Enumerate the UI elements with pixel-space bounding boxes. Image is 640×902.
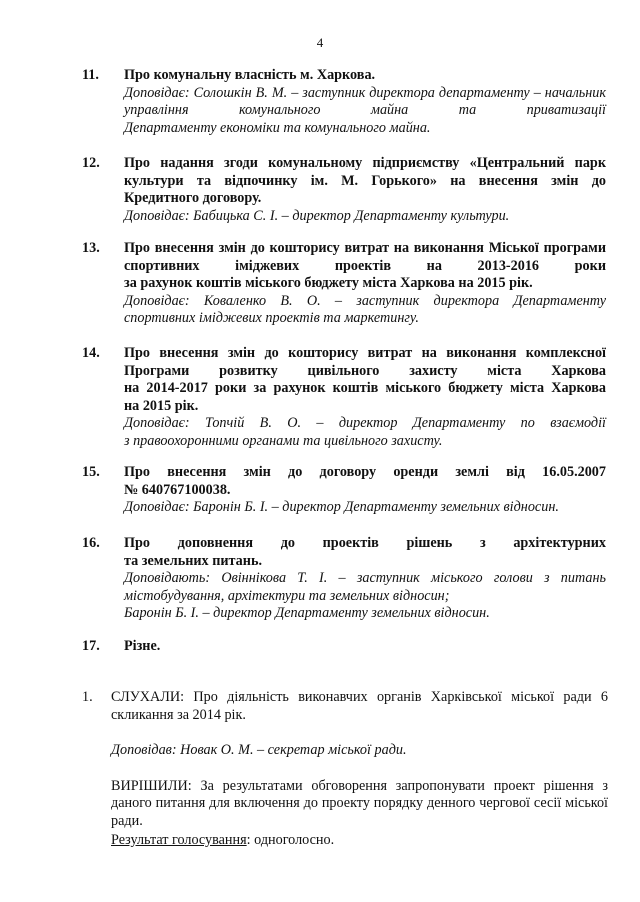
item-number: 13. — [82, 240, 100, 256]
item-title-line: Про внесення змін до кошторису витрат на виконання комплексної — [124, 345, 606, 361]
minutes-item-1 — [82, 689, 608, 850]
item-title-line: № 640767100038. — [124, 481, 231, 498]
item-title-line: Про доповнення до проектів рішень з архітектурних — [124, 535, 606, 551]
item-speaker-line: Доповідають: Овіннікова Т. І. – заступник міського голови з питань — [124, 570, 606, 586]
item-speaker: Доповідає: Бабицька С. І. – директор Департаменту культури. — [124, 207, 510, 224]
decided-paragraph: ВИРІШИЛИ: За результатами обговорення запропонувати проект рішення з даного питання для включення до проекту порядку денного чергової сесії міської ради. — [111, 777, 608, 829]
vote-value: : одноголосно. — [246, 832, 335, 848]
item-title-line: на 2014-2017 роки за рахунок коштів міського бюджету міста Харкова — [124, 380, 606, 396]
vote-label: Результат голосування — [111, 832, 247, 848]
item-speaker-line: спортивних іміджевих проектів та маркетингу. — [124, 310, 419, 326]
agenda-item-16 — [82, 535, 606, 623]
agenda-item-14 — [82, 345, 606, 450]
item-number: 15. — [82, 464, 100, 480]
item-number: 17. — [82, 638, 100, 654]
item-speaker: Доповідає: Баронін Б. І. – директор Департаменту земельних відносин. — [124, 499, 559, 515]
item-title-line: Кредитного договору. — [124, 190, 262, 206]
item-number: 14. — [82, 345, 100, 361]
vote-result — [111, 832, 608, 850]
item-speaker-line: Департаменту економіки та комунального майна. — [124, 119, 431, 136]
item-number: 11. — [82, 67, 99, 83]
agenda-item-13 — [82, 240, 606, 328]
item-title-line: за рахунок коштів міського бюджету міста Харкова на 2015 рік. — [124, 275, 533, 291]
item-title-line: Про внесення змін до договору оренди землі від 16.05.2007 — [124, 464, 606, 480]
heard-paragraph: СЛУХАЛИ: Про діяльність виконавчих органів Харківської міської ради 6 скликання за 2014 рік. — [111, 689, 608, 723]
item-title-line: Про надання згоди комунальному підприємству «Центральний парк культури та відпочинку ім. М. Горького» на внесення змін до — [124, 155, 606, 189]
agenda-item-12 — [82, 155, 606, 225]
item-number: 16. — [82, 535, 100, 551]
item-title: Різне. — [124, 638, 161, 654]
item-speaker-line: містобудування, архітектури та земельних відносин; — [124, 587, 450, 604]
reported-by: Доповідав: Новак О. М. – секретар міської ради. — [111, 742, 407, 758]
page-number: 4 — [316, 35, 324, 50]
item-speaker-line: з правоохоронними органами та цивільного захисту. — [124, 432, 443, 449]
agenda-item-17 — [82, 638, 606, 656]
item-title-line: Програми розвитку цивільного захисту міста Харкова — [124, 362, 606, 379]
item-title-line: Про внесення змін до кошторису витрат на виконання Міської програми спортивних іміджевих проектів на 2013-2016 роки — [124, 240, 606, 274]
item-title: Про комунальну власність м. Харкова. — [124, 67, 376, 83]
item-number: 12. — [82, 155, 100, 171]
agenda-item-15 — [82, 464, 606, 517]
item-title-line: та земельних питань. — [124, 552, 263, 569]
item-speaker-line: Доповідає: Топчій В. О. – директор Департаменту по взаємодії — [124, 415, 606, 431]
item-title-line: на 2015 рік. — [124, 397, 199, 414]
item-speaker-line: Баронін Б. І. – директор Департаменту земельних відносин. — [124, 605, 490, 621]
minutes-number: 1. — [82, 689, 93, 705]
item-speaker-line: Доповідає: Коваленко В. О. – заступник директора Департаменту — [124, 292, 606, 309]
agenda-item-11 — [82, 67, 606, 137]
item-speaker-line: Доповідає: Солошкін В. М. – заступник директора департаменту – начальник управління комунального майна та приватизації — [124, 84, 606, 118]
